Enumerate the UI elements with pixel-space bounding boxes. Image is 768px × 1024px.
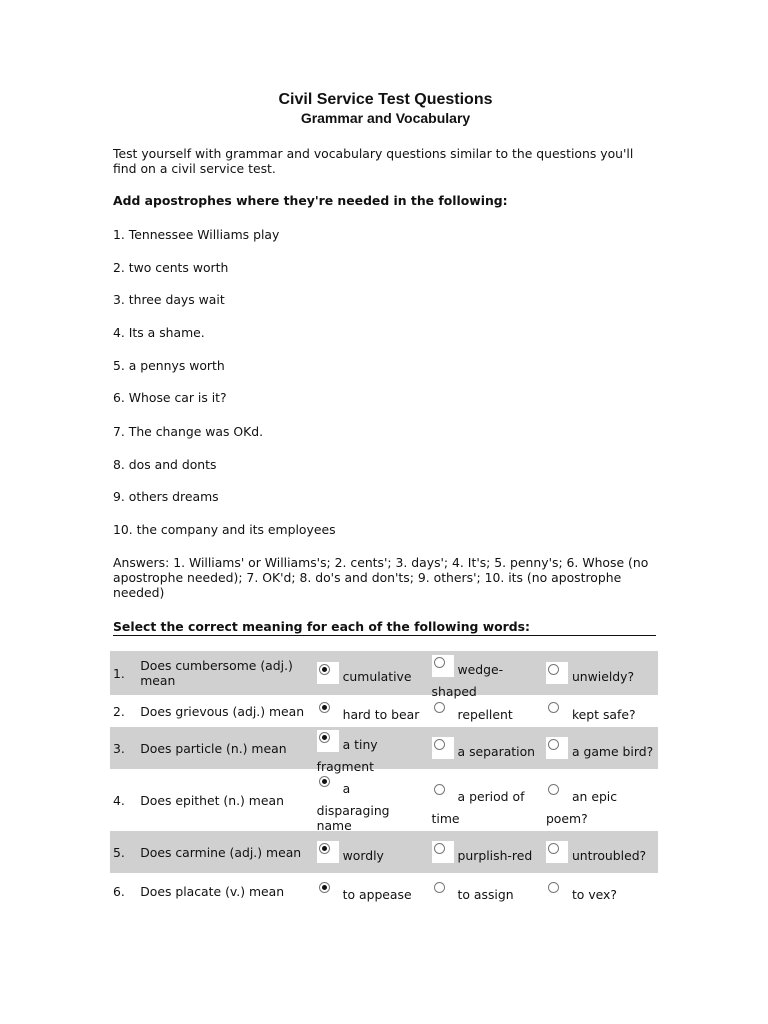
- answer-option-label: a separation: [457, 744, 536, 759]
- answer-option-label: purplish-red: [457, 848, 533, 863]
- radio-button[interactable]: [317, 880, 339, 902]
- radio-button[interactable]: [432, 841, 454, 863]
- apostrophe-item: 3. three days wait: [113, 292, 225, 307]
- answer-option[interactable]: [543, 772, 658, 828]
- page-title: Civil Service Test Questions: [278, 91, 493, 108]
- radio-button[interactable]: [317, 700, 339, 722]
- radio-button[interactable]: [546, 662, 568, 684]
- answer-option-label: wedge-shaped: [431, 661, 504, 699]
- apostrophe-item: 9. others dreams: [113, 489, 219, 504]
- answer-option[interactable]: [314, 876, 429, 906]
- apostrophe-heading: Add apostrophes where they're needed in the following:: [113, 193, 508, 208]
- apostrophe-item: 5. a pennys worth: [113, 358, 225, 373]
- radio-empty-icon: [434, 702, 445, 713]
- answer-option-label: wordly: [342, 848, 384, 863]
- radio-selected-icon: [319, 664, 330, 675]
- answer-option[interactable]: [543, 727, 658, 769]
- radio-button[interactable]: [317, 774, 339, 796]
- answer-option[interactable]: [429, 727, 543, 769]
- radio-button[interactable]: [546, 841, 568, 863]
- radio-selected-icon: [319, 776, 330, 787]
- radio-empty-icon: [434, 657, 445, 668]
- radio-empty-icon: [548, 664, 559, 675]
- radio-empty-icon: [548, 784, 559, 795]
- radio-empty-icon: [548, 843, 559, 854]
- question-number: 5.: [110, 831, 137, 873]
- radio-button[interactable]: [432, 700, 454, 722]
- radio-button[interactable]: [546, 880, 568, 902]
- vocab-quiz-table: [110, 648, 658, 909]
- apostrophe-item: 10. the company and its employees: [113, 522, 336, 537]
- answer-option[interactable]: [314, 698, 429, 724]
- radio-selected-icon: [319, 843, 330, 854]
- answer-option[interactable]: [429, 651, 543, 699]
- vocab-row: [110, 831, 658, 873]
- answers-paragraph: Answers: 1. Williams' or Williams's; 2. cents'; 3. days'; 4. It's; 5. penny's; 6. Whose (no apostrophe needed); 7. OK'd; 8. do's and don'ts; 9. others'; 10. its (no apostrophe needed): [113, 555, 649, 600]
- answer-option-label: to appease: [342, 887, 412, 902]
- answer-option-label: repellent: [457, 707, 513, 722]
- answer-option-label: an epic poem?: [545, 788, 618, 826]
- answer-option[interactable]: [314, 651, 429, 695]
- answer-option-label: cumulative: [342, 669, 412, 684]
- radio-selected-icon: [319, 732, 330, 743]
- radio-empty-icon: [548, 739, 559, 750]
- radio-button[interactable]: [317, 730, 339, 752]
- radio-button[interactable]: [432, 782, 454, 804]
- answer-option[interactable]: [314, 831, 429, 873]
- answer-option[interactable]: [543, 651, 658, 695]
- answer-option-label: unwieldy?: [571, 669, 635, 684]
- vocab-row: [110, 876, 658, 906]
- question-number: 4.: [113, 792, 125, 808]
- question-text: Does placate (v.) mean: [140, 883, 285, 899]
- question-text: Does cumbersome (adj.) mean: [137, 651, 313, 695]
- apostrophe-item: 4. Its a shame.: [113, 325, 205, 340]
- question-number: 3.: [110, 727, 137, 769]
- apostrophe-item: 8. dos and donts: [113, 457, 217, 472]
- vocab-heading: Select the correct meaning for each of the following words:: [113, 619, 656, 636]
- radio-empty-icon: [548, 702, 559, 713]
- answer-option-label: to vex?: [571, 887, 617, 902]
- radio-empty-icon: [434, 784, 445, 795]
- answer-option-label: kept safe?: [571, 707, 636, 722]
- answer-option-label: untroubled?: [571, 848, 647, 863]
- radio-empty-icon: [434, 843, 445, 854]
- apostrophe-item: 7. The change was OKd.: [113, 424, 264, 439]
- radio-button[interactable]: [432, 655, 454, 677]
- answer-option[interactable]: [314, 727, 429, 774]
- radio-button[interactable]: [546, 700, 568, 722]
- vocab-row: [110, 651, 658, 695]
- question-text: Does epithet (n.) mean: [140, 792, 284, 808]
- radio-button[interactable]: [317, 841, 339, 863]
- radio-button[interactable]: [432, 880, 454, 902]
- radio-selected-icon: [319, 702, 330, 713]
- answer-option[interactable]: [543, 698, 658, 724]
- answer-option[interactable]: [543, 831, 658, 873]
- radio-button[interactable]: [546, 782, 568, 804]
- intro-paragraph: Test yourself with grammar and vocabulary questions similar to the questions you'll find on a civil service test.: [113, 146, 634, 176]
- apostrophe-item: 1. Tennessee Williams play: [113, 227, 280, 242]
- question-number: 6.: [113, 883, 125, 899]
- answer-option-label: to assign: [457, 887, 514, 902]
- answer-option[interactable]: [429, 876, 543, 906]
- radio-button[interactable]: [546, 737, 568, 759]
- answer-option[interactable]: [429, 772, 543, 828]
- radio-button[interactable]: [432, 737, 454, 759]
- radio-button[interactable]: [317, 662, 339, 684]
- vocab-row: [110, 727, 658, 769]
- radio-empty-icon: [434, 882, 445, 893]
- radio-empty-icon: [548, 882, 559, 893]
- answer-option-label: a tiny fragment: [316, 736, 378, 774]
- question-text: Does carmine (adj.) mean: [137, 831, 313, 873]
- vocab-row: [110, 698, 658, 724]
- answer-option-label: a disparaging name: [316, 781, 390, 833]
- page-subtitle: Grammar and Vocabulary: [300, 110, 471, 126]
- apostrophe-item: 6. Whose car is it?: [113, 390, 227, 405]
- answer-option[interactable]: [314, 772, 429, 833]
- answer-option[interactable]: [543, 876, 658, 906]
- question-text: Does particle (n.) mean: [137, 727, 313, 769]
- answer-option[interactable]: [429, 831, 543, 873]
- vocab-row: [110, 772, 658, 828]
- answer-option[interactable]: [429, 698, 543, 724]
- apostrophe-item: 2. two cents worth: [113, 260, 229, 275]
- radio-empty-icon: [434, 739, 445, 750]
- question-number: 1.: [110, 651, 137, 695]
- question-text: Does grievous (adj.) mean: [140, 703, 305, 719]
- question-number: 2.: [113, 703, 125, 719]
- answer-option-label: a period of time: [431, 788, 525, 826]
- answer-option-label: a game bird?: [571, 744, 654, 759]
- radio-selected-icon: [319, 882, 330, 893]
- answer-option-label: hard to bear: [342, 707, 420, 722]
